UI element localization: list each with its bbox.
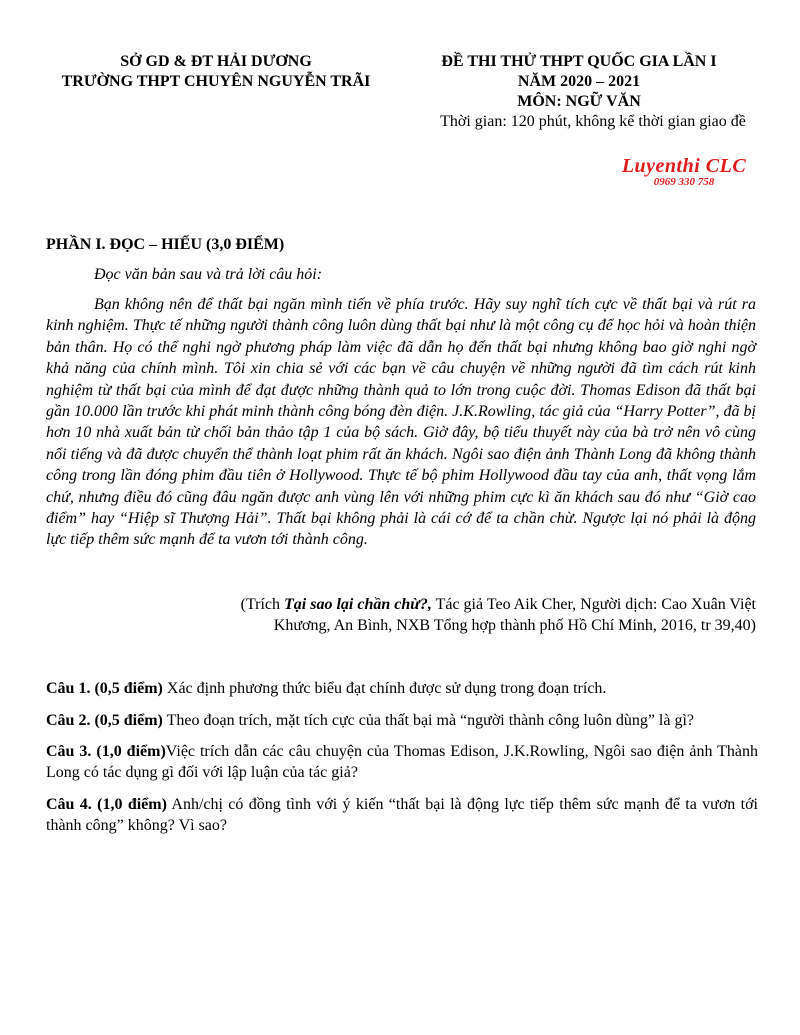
question-3 xyxy=(46,741,758,784)
citation-work-title: Tại sao lại chần chừ?, xyxy=(284,596,432,613)
exam-subject: MÔN: NGỮ VĂN xyxy=(517,93,641,110)
question-label: Câu 3. (1,0 điểm) xyxy=(46,743,166,760)
exam-title: ĐỀ THI THỬ THPT QUỐC GIA LẦN I xyxy=(441,53,717,70)
question-label: Câu 2. (0,5 điểm) xyxy=(46,712,163,729)
question-label: Câu 1. (0,5 điểm) xyxy=(46,680,163,697)
exam-year: NĂM 2020 – 2021 xyxy=(517,73,641,90)
department-name: SỞ GD & ĐT HẢI DƯƠNG xyxy=(120,53,312,70)
question-text: Xác định phương thức biểu đạt chính được sử dụng trong đoạn trích. xyxy=(162,680,607,697)
section-instruction: Đọc văn bản sau và trả lời câu hỏi: xyxy=(94,266,323,283)
question-1 xyxy=(46,678,758,699)
question-text: Theo đoạn trích, mặt tích cực của thất bại mà “người thành công luôn dùng” là gì? xyxy=(162,712,695,729)
question-2 xyxy=(46,710,758,731)
brand-phone: 0969 330 758 xyxy=(653,176,715,188)
citation xyxy=(200,594,756,636)
citation-prefix: (Trích xyxy=(240,596,285,613)
question-text: Việc trích dẫn các câu chuyện của Thomas Edison, J.K.Rowling, Ngôi sao điện ảnh Thành Long có tác dụng gì đối với lập luận của tác giả? xyxy=(46,743,758,782)
school-name: TRƯỜNG THPT CHUYÊN NGUYỄN TRÃI xyxy=(61,73,371,90)
question-label: Câu 4. (1,0 điểm) xyxy=(46,796,167,813)
header-left xyxy=(40,52,392,92)
question-text: Anh/chị có đồng tình với ý kiến “thất bại là động lực tiếp thêm sức mạnh để ta vươn tới thành công” không? Vì sao? xyxy=(46,796,758,835)
question-4 xyxy=(46,794,758,837)
section-title: PHẦN I. ĐỌC – HIỂU (3,0 ĐIỂM) xyxy=(46,236,285,253)
reading-passage: Bạn không nên để thất bại ngăn mình tiến về phía trước. Hãy suy nghĩ tích cực về thất bại và rút ra kinh nghiệm. Thực tế những người thành công luôn dùng thất bại như là một công cụ để học hỏi và hoàn thiện bản thân. Họ có thể nghi ngờ phương pháp làm việc đã dẫn họ đến thất bại nhưng không bao giờ nghi ngờ khả năng của chính mình. Tôi xin chia sẻ với các bạn về câu chuyện về những người đã tìm cách rút kinh nghiệm từ thất bại của mình để đạt được những thành quả to lớn trong cuộc đời. Thomas Edison đã thất bại gần 10.000 lần trước khi phát minh thành công bóng đèn điện. J.K.Rowling, tác giả của “Harry Potter”, đã bị hơn 10 nhà xuất bản từ chối bản thảo tập 1 của bộ sách. Giờ đây, bộ tiểu thuyết này của bà trở nên vô cùng nổi tiếng và đã được chuyển thể thành loạt phim rất ăn khách. Ngôi sao điện ảnh Thành Long đã không thành công trong lần đóng phim đầu tiên ở Hollywood. Thực tế bộ phim Hollywood đầu tay của anh, thất vọng lắm chứ, nhưng điều đó cũng đâu ngăn được anh vùng lên với những phim cực kì ăn khách sau đó như “Giờ cao điểm” hay “Hiệp sĩ Thượng Hải”. Thất bại không phải là cái cớ để ta chần chừ. Ngược lại nó phải là động lực tiếp thêm sức mạnh để ta vươn tới thành công. xyxy=(46,296,756,549)
citation-details: Tác giả Teo Aik Cher, Người dịch: Cao Xuân Việt Khương, An Bình, NXB Tổng hợp thành phố Hồ Chí Minh, 2016, tr 39,40) xyxy=(273,596,756,634)
header-right xyxy=(404,52,754,132)
brand-stamp xyxy=(604,155,764,188)
brand-name: Luyenthi CLC xyxy=(621,155,747,177)
exam-time: Thời gian: 120 phút, không kể thời gian giao đề xyxy=(440,113,746,130)
